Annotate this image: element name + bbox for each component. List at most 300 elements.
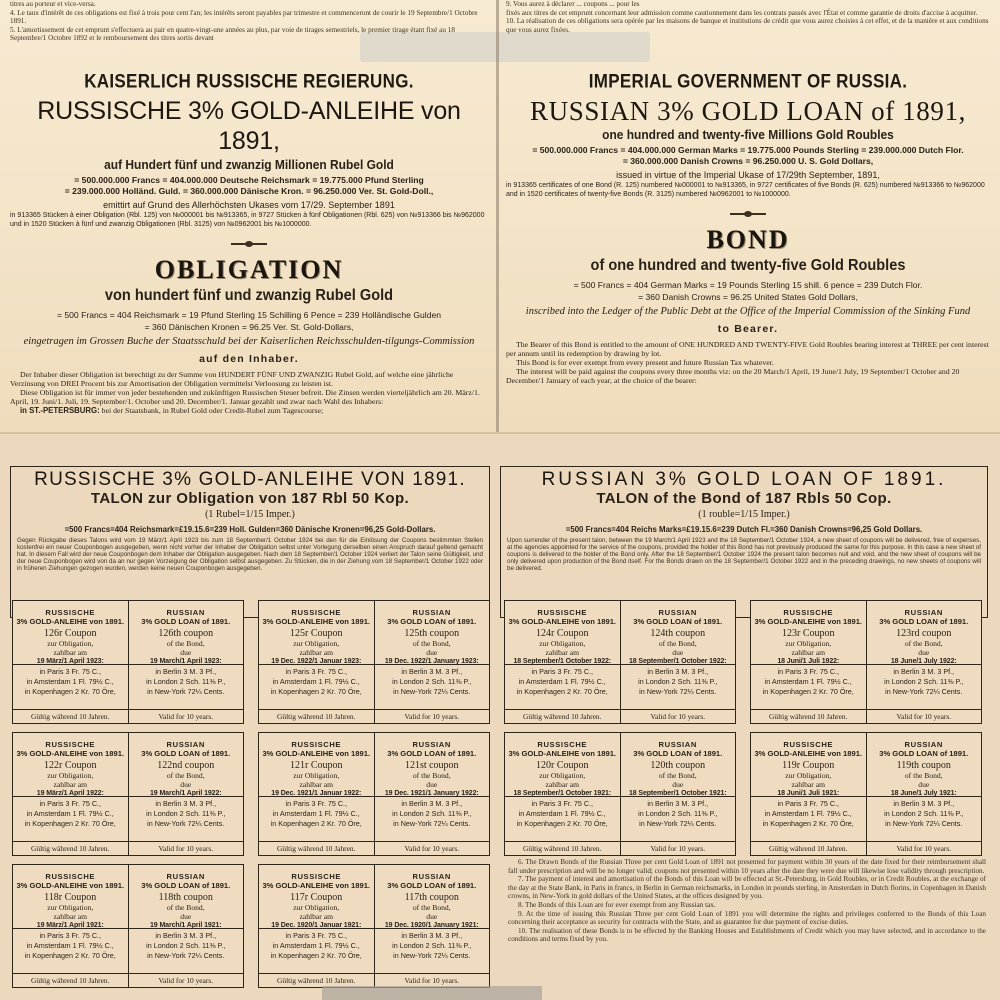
bond-certificate: [0, 0, 1000, 432]
coupon-loan: 3% GOLD-ANLEIHE von 1891.: [754, 617, 863, 626]
coupon-due-date: 19 March/1 April 1923:: [150, 658, 222, 665]
coupon-text: zahlbar am: [53, 912, 88, 921]
coupon-text: zur Obligation,: [293, 639, 340, 648]
coupon-validity: [505, 841, 735, 855]
validity-english: Valid for 10 years.: [158, 712, 214, 721]
validity-german: Gültig während 10 Jahren.: [259, 842, 375, 855]
validity-english: Valid for 10 years.: [404, 844, 460, 853]
coupon-text: of the Bond,: [166, 639, 205, 648]
coupon-due-date: 18 September/1 October 1922:: [628, 658, 727, 665]
validity-english: Valid for 10 years.: [650, 844, 706, 853]
coupon: [750, 600, 982, 724]
terms-paragraph: The interest will be paid against the coupons every three months viz: on the 20 March/1 April, 19 June/1 July, 19 September/1 October and 20 December/1 January of each year, at the choice of the bearer:: [506, 367, 960, 386]
footnote: 6. The Drawn Bonds of the Russian Three per cent Gold Loan of 1891 not presented for payment within 30 years of the date fixed for their reimbursement shall fall under prescription and will be no longer valid; coupons not presented within 10 years after the date they were due will likewise lose validity through prescription.: [508, 858, 986, 875]
payment-kopenhagen: in Kopenhagen 2 Kr. 70 Öre,: [762, 687, 854, 696]
inscription-note: inscribed into the Ledger of the Public Debt at the Office of the Imperial Commission of the Sinking Fund: [525, 306, 971, 317]
coupon-text: due: [180, 648, 192, 657]
coupon-loan: 3% GOLD-ANLEIHE von 1891.: [262, 749, 371, 758]
coupon-text: of the Bond,: [412, 771, 451, 780]
payment-paris: in Paris 3 Fr. 75 C.,: [531, 799, 593, 808]
coupon-text: of the Bond,: [166, 903, 205, 912]
coupon-due-date: 19 März/1 April 1921:: [36, 922, 104, 929]
column-divider: [496, 0, 499, 432]
coupon-english-half: [621, 733, 736, 855]
validity-german: Gültig während 10 Jahren.: [13, 842, 129, 855]
coupon-number: 119th coupon: [896, 760, 951, 771]
coupon-german-half: [751, 733, 867, 855]
payment-paris: in Paris 3 Fr. 75 C.,: [777, 799, 839, 808]
coupon-text: zahlbar am: [791, 780, 826, 789]
coupon-due-date: 18 June/1 July 1922:: [890, 658, 957, 665]
coupon-heading: RUSSIAN: [658, 740, 697, 749]
coupon: [12, 732, 244, 856]
coupon-text: zahlbar am: [791, 648, 826, 657]
coupon-heading: RUSSISCHE: [783, 740, 834, 749]
coupon-due-date: 19 Dec. 1920/1 January 1921:: [384, 922, 479, 929]
coupon-german-half: [259, 733, 375, 855]
payment-left: [505, 797, 621, 829]
document-kind: OBLIGATION: [154, 255, 344, 284]
validity-german: Gültig während 10 Jahren.: [751, 842, 867, 855]
fine-print-line: 5. L'amortissement de cet emprunt s'effectuera au pair en quatre-vingt-une années au plus, par voie de tirages semestriels, le premier tirage étant fixé au 18 Septembre/1 Octobre 1892 et le remboursement des titres sortis devant: [10, 25, 455, 43]
coupon-english-half: [375, 733, 490, 855]
validity-english: Valid for 10 years.: [158, 976, 214, 985]
talon-german: [10, 466, 490, 618]
coupon-heading: RUSSISCHE: [537, 608, 588, 617]
payment-london: in London 2 Sch. 11⅜ P.,: [146, 941, 226, 950]
payment-newyork: in New-York 72¼ Cents.: [393, 819, 471, 828]
coupon: [258, 732, 490, 856]
payment-newyork: in New-York 72¼ Cents.: [147, 687, 225, 696]
coupon-text: zur Obligation,: [47, 771, 94, 780]
coupon-validity: [751, 709, 981, 723]
par-value-line: = 239.000.000 Holländ. Guld. = 360.000.000 Dänische Kron. = 96.250.000 Ver. St. Gold-Doll.,: [64, 186, 434, 196]
coupon-text: zur Obligation,: [785, 639, 832, 648]
coupon-text: due: [918, 648, 930, 657]
coupon-text: zur Obligation,: [539, 639, 586, 648]
payment-kopenhagen: in Kopenhagen 2 Kr. 70 Öre,: [762, 819, 854, 828]
payment-berlin: in Berlin 3 M. 3 Pf.,: [155, 667, 217, 676]
coupon-german-half: [505, 601, 621, 723]
validity-english: Valid for 10 years.: [404, 976, 460, 985]
payment-kopenhagen: in Kopenhagen 2 Kr. 70 Öre,: [270, 951, 362, 960]
coupon-heading: RUSSIAN: [658, 608, 697, 617]
coupon-number: 125th coupon: [404, 628, 460, 639]
coupon-due-date: 19 Dec. 1921/1 Januar 1922:: [271, 790, 362, 797]
coupon-payment-table: [259, 664, 489, 697]
coupon-german-half: [751, 601, 867, 723]
talon-rate: (1 rouble=1/15 Imper.): [698, 509, 790, 520]
coupon-loan: 3% GOLD LOAN of 1891.: [879, 749, 969, 758]
coupon-english-half: [375, 601, 490, 723]
torn-coupon-stub: [322, 986, 542, 1000]
payment-left: [259, 797, 375, 829]
payment-london: in London 2 Sch. 11⅜ P.,: [392, 677, 472, 686]
coupon-loan: 3% GOLD-ANLEIHE von 1891.: [262, 881, 371, 890]
loan-title: RUSSISCHE 3% GOLD-ANLEIHE von 1891,: [37, 97, 461, 155]
coupon-validity: [259, 841, 489, 855]
coupon-text: of the Bond,: [658, 771, 697, 780]
footnote: 8. The Bonds of this Loan are for ever exempt from any Russian tax.: [518, 900, 716, 909]
coupon-german-half: [259, 601, 375, 723]
par-value-line: = 500.000.000 Francs = 404.000.000 Deutsche Reichsmark = 19.775.000 Pfund Sterling: [74, 175, 424, 185]
bond-terms: [504, 340, 992, 386]
document-subtitle: of one hundred and twenty-five Gold Roubles: [590, 257, 906, 274]
validity-english: Valid for 10 years.: [896, 712, 952, 721]
coupon: [750, 732, 982, 856]
coupon-heading: RUSSISCHE: [45, 872, 96, 881]
coupon-validity: [505, 709, 735, 723]
coupon-validity: [13, 709, 243, 723]
coupon-due-date: 18 June/1 July 1921:: [890, 790, 957, 797]
coupon-due-date: 19 Dec. 1920/1 Januar 1921:: [271, 922, 362, 929]
coupon-payment-table: [259, 928, 489, 961]
document-kind: BOND: [706, 225, 790, 254]
government-title: IMPERIAL GOVERNMENT OF RUSSIA.: [588, 70, 908, 93]
fine-print-line: 9. Vous aurez à déclarer ... coupons ... pour les: [506, 0, 640, 8]
payment-left: [259, 929, 375, 961]
footnote: 10. The realisation of these Bonds is to be effected by the Banking Houses and Establishments of Credit which you may have selected, and in accordance to the conditions and terms fixed by you.: [508, 926, 986, 944]
coupon-number: 119r Coupon: [782, 760, 835, 771]
payment-amsterdam: in Amsterdam 1 Fl. 79½ C.,: [272, 809, 360, 818]
payment-berlin: in Berlin 3 M. 3 Pf.,: [155, 931, 217, 940]
fine-print-line: titres au porteur et vice-versa.: [10, 0, 96, 8]
payment-berlin: in Berlin 3 M. 3 Pf.,: [401, 667, 463, 676]
payment-berlin: in Berlin 3 M. 3 Pf.,: [401, 799, 463, 808]
payment-kopenhagen: in Kopenhagen 2 Kr. 70 Öre,: [516, 687, 608, 696]
payment-london: in London 2 Sch. 11⅜ P.,: [392, 941, 472, 950]
coupon-heading: RUSSISCHE: [291, 872, 342, 881]
validity-english: Valid for 10 years.: [158, 844, 214, 853]
coupon-due-date: 18 September/1 October 1922:: [513, 658, 612, 665]
coupon: [12, 600, 244, 724]
payment-left: [751, 665, 867, 697]
coupon-due-date: 19 March/1 April 1921:: [150, 922, 222, 929]
document-subtitle: von hundert fünf und zwanzig Rubel Gold: [104, 287, 394, 304]
coupon-number: 124r Coupon: [536, 628, 589, 639]
coupon-number: 126r Coupon: [44, 628, 97, 639]
coupon: [258, 600, 490, 724]
validity-german: Gültig während 10 Jahren.: [505, 842, 621, 855]
coupon-text: zahlbar am: [53, 648, 88, 657]
coupon-heading: RUSSISCHE: [291, 740, 342, 749]
coupon-heading: RUSSIAN: [904, 740, 943, 749]
coupon-due-date: 18 Juni/1 Juli 1922:: [777, 658, 840, 665]
coupon-text: due: [180, 780, 192, 789]
payment-kopenhagen: in Kopenhagen 2 Kr. 70 Öre,: [270, 819, 362, 828]
coupon-heading: RUSSISCHE: [45, 740, 96, 749]
payment-london: in London 2 Sch. 11⅜ P.,: [638, 809, 718, 818]
coupon-heading: RUSSISCHE: [291, 608, 342, 617]
payment-paris: in Paris 3 Fr. 75 C.,: [39, 667, 101, 676]
payment-london: in London 2 Sch. 11⅜ P.,: [146, 677, 226, 686]
coupon-heading: RUSSIAN: [166, 608, 205, 617]
payment-right: [375, 665, 490, 697]
coupon-text: zur Obligation,: [293, 903, 340, 912]
coupon-text: due: [918, 780, 930, 789]
ornament-divider: [231, 241, 267, 247]
payment-london: in London 2 Sch. 11⅜ P.,: [392, 809, 472, 818]
payment-kopenhagen: in Kopenhagen 2 Kr. 70 Öre,: [516, 819, 608, 828]
coupon-payment-table: [505, 664, 735, 697]
terms-paragraph: This Bond is for ever exempt from every present and future Russian Tax whatever.: [516, 357, 774, 367]
coupon-due-date: 18 Juni/1 Juli 1921:: [777, 790, 840, 797]
english-column: [504, 0, 992, 432]
coupon-german-half: [13, 865, 129, 987]
coupon-loan: 3% GOLD LOAN of 1891.: [387, 749, 477, 758]
coupon-loan: 3% GOLD-ANLEIHE von 1891.: [262, 617, 371, 626]
coupon-due-date: 19 Dec. 1921/1 January 1922:: [384, 790, 479, 797]
coupon-loan: 3% GOLD LOAN of 1891.: [879, 617, 969, 626]
coupon-text: of the Bond,: [412, 903, 451, 912]
validity-german: Gültig während 10 Jahren.: [259, 710, 375, 723]
coupon-text: zahlbar am: [545, 780, 580, 789]
payment-berlin: in Berlin 3 M. 3 Pf.,: [647, 667, 709, 676]
payment-london: in London 2 Sch. 11⅜ P.,: [884, 677, 964, 686]
payment-berlin: in Berlin 3 M. 3 Pf.,: [155, 799, 217, 808]
document-par-value: = 500 Francs = 404 German Marks = 19 Pounds Sterling 15 shill. 6 pence = 239 Dutch Flor.: [573, 280, 923, 290]
coupon-number: 118th coupon: [158, 892, 213, 903]
talon-loan-title: RUSSISCHE 3% GOLD-ANLEIHE VON 1891.: [34, 469, 466, 490]
coupon-text: of the Bond,: [166, 771, 205, 780]
payment-amsterdam: in Amsterdam 1 Fl. 79½ C.,: [26, 677, 114, 686]
coupon-payment-table: [751, 664, 981, 697]
payment-right: [867, 665, 982, 697]
payment-right: [375, 929, 490, 961]
validity-german: Gültig während 10 Jahren.: [751, 710, 867, 723]
par-value-line: = 360.000.000 Danish Crowns = 96.250.000 U. S. Gold Dollars,: [622, 156, 874, 166]
payment-amsterdam: in Amsterdam 1 Fl. 79½ C.,: [26, 941, 114, 950]
talon-loan-title: RUSSIAN 3% GOLD LOAN OF 1891.: [541, 469, 947, 490]
validity-german: Gültig während 10 Jahren.: [13, 710, 129, 723]
payment-amsterdam: in Amsterdam 1 Fl. 79½ C.,: [26, 809, 114, 818]
payment-right: [621, 665, 736, 697]
terms-paragraph: [10, 406, 488, 415]
coupon-number: 121r Coupon: [290, 760, 343, 771]
issue-decree: issued in virtue of the Imperial Ukase of 17/29th September, 1891,: [616, 170, 880, 180]
talon-english: [500, 466, 988, 618]
loan-subtitle: one hundred and twenty-five Millions Gold Roubles: [602, 127, 894, 142]
coupon: [12, 864, 244, 988]
coupon-number: 121st coupon: [404, 760, 459, 771]
coupon-loan: 3% GOLD-ANLEIHE von 1891.: [508, 617, 617, 626]
bond-terms: [8, 370, 490, 416]
coupon-text: zur Obligation,: [785, 771, 832, 780]
terms-paragraph: Der Inhaber dieser Obligation ist berechtigt zu der Summe von HUNDERT FÜNF UND ZWANZIG Rubel Gold, auf welche eine jährliche Verzinsung von DREI Procent bis zur Amortisation der Obligation vermittelst Verloosung zu leisten ist.: [10, 369, 454, 388]
coupon-number: 123rd coupon: [896, 628, 952, 639]
inscription-note: eingetragen im Grossen Buche der Staatsschuld bei der Kaiserlichen Reichsschulden-tilgungs-Commission: [23, 336, 475, 347]
coupon-loan: 3% GOLD LOAN of 1891.: [633, 617, 723, 626]
payment-paris: in Paris 3 Fr. 75 C.,: [39, 799, 101, 808]
coupon-payment-table: [13, 796, 243, 829]
footnote: 9. At the time of issuing this Russian Three per cent Gold Loan of 1891 you will determine the rights and privileges conferred to the Bonds of this Loan concerning their acceptance as security for contracts with the State, and as guarantee for due payment of excise duties.: [508, 909, 986, 927]
payment-newyork: in New-York 72¼ Cents.: [639, 819, 717, 828]
payment-newyork: in New-York 72¼ Cents.: [393, 687, 471, 696]
coupon-german-half: [13, 601, 129, 723]
coupon-heading: RUSSISCHE: [537, 740, 588, 749]
payment-right: [867, 797, 982, 829]
validity-german: Gültig während 10 Jahren.: [505, 710, 621, 723]
talon-title: TALON of the Bond of 187 Rbls 50 Cop.: [596, 490, 892, 507]
coupon-heading: RUSSISCHE: [783, 608, 834, 617]
payment-right: [129, 797, 244, 829]
coupon: [504, 732, 736, 856]
coupon-loan: 3% GOLD LOAN of 1891.: [633, 749, 723, 758]
coupon-text: of the Bond,: [658, 639, 697, 648]
coupon-number: 125r Coupon: [290, 628, 343, 639]
payment-amsterdam: in Amsterdam 1 Fl. 79½ C.,: [272, 677, 360, 686]
coupon-due-date: 19 März/1 April 1922:: [36, 790, 104, 797]
payment-amsterdam: in Amsterdam 1 Fl. 79½ C.,: [764, 677, 852, 686]
document-par-value: = 500 Francs = 404 Reichsmark = 19 Pfund Sterling 15 Schilling 6 Pence = 239 Holländische Gulden: [56, 310, 442, 320]
payment-newyork: in New-York 72¼ Cents.: [885, 819, 963, 828]
coupon-due-date: 18 September/1 October 1921:: [628, 790, 727, 797]
footnote: 7. The payment of interest and amortisation of the Bonds of this Loan will be effected at St.-Petersburg, in Gold Roubles, or in Credit Roubles, at the exchange of the day at the State Bank, in Paris in francs, in Berlin in German reichsmarks, in London in pounds sterling, in Amsterdam in Dutch florins, in Copenhagen in Danish crowns, in New-York in gold dollars of the United States, at the offices designed by you.: [508, 875, 986, 901]
par-value-line: = 500.000.000 Francs = 404.000.000 German Marks = 19.775.000 Pounds Sterling = 239.000.000 Dutch Flor.: [532, 145, 964, 155]
coupon-loan: 3% GOLD-ANLEIHE von 1891.: [16, 617, 125, 626]
coupon-text: of the Bond,: [904, 771, 943, 780]
payment-berlin: in Berlin 3 M. 3 Pf.,: [401, 931, 463, 940]
coupon-text: zur Obligation,: [47, 903, 94, 912]
payment-amsterdam: in Amsterdam 1 Fl. 79½ C.,: [518, 809, 606, 818]
coupon-loan: 3% GOLD-ANLEIHE von 1891.: [754, 749, 863, 758]
coupon-text: zahlbar am: [299, 648, 334, 657]
coupon-validity: [259, 709, 489, 723]
terms-paragraph: The Bearer of this Bond is entitled to the amount of ONE HUNDRED AND TWENTY-FIVE Gold Roubles bearing interest at THREE per cent interest per annum until its redemption by drawing by lot.: [506, 339, 989, 358]
fine-print-top-de: [8, 0, 490, 43]
coupon-heading: RUSSIAN: [412, 608, 451, 617]
issue-decree: emittirt auf Grund des Allerhöchsten Ukases vom 17/29. September 1891: [103, 200, 395, 210]
payment-paris: in Paris 3 Fr. 75 C.,: [531, 667, 593, 676]
terms-paragraph: Diese Obligation ist für immer von jeder bestehenden und zukünftigen Russischen Steuer befreit. Die Zinsen werden vierteljährlich am 20. März/1. April, 19. Juni/1. Juli, 19. September/1. October und 20. December/1. Januar gezahlt und zwar nach Wahl des Inhabers:: [10, 387, 480, 407]
coupon-english-half: [621, 601, 736, 723]
payment-amsterdam: in Amsterdam 1 Fl. 79½ C.,: [518, 677, 606, 686]
coupon-text: due: [426, 912, 438, 921]
payment-right: [621, 797, 736, 829]
coupon-sheet: [0, 432, 1000, 1000]
validity-english: Valid for 10 years.: [896, 844, 952, 853]
payment-right: [129, 929, 244, 961]
fine-print-top-en: [504, 0, 992, 36]
payment-london: in London 2 Sch. 11⅜ P.,: [884, 809, 964, 818]
coupon-number: 120r Coupon: [536, 760, 589, 771]
payment-left: [505, 665, 621, 697]
payment-kopenhagen: in Kopenhagen 2 Kr. 70 Öre,: [24, 687, 116, 696]
payment-paris: in Paris 3 Fr. 75 C.,: [285, 799, 347, 808]
payment-kopenhagen: in Kopenhagen 2 Kr. 70 Öre,: [24, 951, 116, 960]
coupon-text: zur Obligation,: [47, 639, 94, 648]
certificate-numbers: in 913365 certificates of one Bond (R. 125) numbered №000001 to №913365, in 9727 certificates of five Bonds (R. 625) numbered №913366 to №962000 and in 1520 certificates of twenty-five Bonds (R. 3125) numbered №0962001 to №1000000.: [506, 182, 985, 198]
payment-right: [375, 797, 490, 829]
coupon-text: due: [672, 780, 684, 789]
coupon-number: 118r Coupon: [44, 892, 97, 903]
document-par-value: = 360 Danish Crowns = 96.25 United States Gold Dollars,: [638, 292, 858, 302]
payment-berlin: in Berlin 3 M. 3 Pf.,: [647, 799, 709, 808]
coupon-german-half: [13, 733, 129, 855]
coupon-loan: 3% GOLD-ANLEIHE von 1891.: [508, 749, 617, 758]
loan-title: RUSSIAN 3% GOLD LOAN of 1891,: [530, 96, 966, 126]
coupon-text: of the Bond,: [412, 639, 451, 648]
coupon-text: zur Obligation,: [539, 771, 586, 780]
payment-place: in ST.-PETERSBURG:: [20, 406, 100, 416]
coupon-number: 120th coupon: [650, 760, 706, 771]
loan-subtitle: auf Hundert fünf und zwanzig Millionen Rubel Gold: [104, 157, 394, 172]
coupon-heading: RUSSIAN: [412, 740, 451, 749]
coupon-payment-table: [259, 796, 489, 829]
payment-left: [13, 797, 129, 829]
payment-newyork: in New-York 72¼ Cents.: [885, 687, 963, 696]
payment-amsterdam: in Amsterdam 1 Fl. 79½ C.,: [764, 809, 852, 818]
coupon-german-half: [259, 865, 375, 987]
coupon-payment-table: [13, 928, 243, 961]
payment-paris: in Paris 3 Fr. 75 C.,: [777, 667, 839, 676]
coupon-number: 124th coupon: [650, 628, 706, 639]
coupon-text: due: [180, 912, 192, 921]
coupon-heading: RUSSISCHE: [45, 608, 96, 617]
coupon-loan: 3% GOLD LOAN of 1891.: [387, 617, 477, 626]
document-par-value: = 360 Dänischen Kronen = 96.25 Ver. St. Gold-Dollars,: [144, 322, 354, 332]
payment-newyork: in New-York 72¼ Cents.: [147, 951, 225, 960]
coupon-number: 117th coupon: [404, 892, 459, 903]
coupon-text: due: [426, 780, 438, 789]
government-title: KAISERLICH RUSSISCHE REGIERUNG.: [84, 70, 414, 93]
payment-kopenhagen: in Kopenhagen 2 Kr. 70 Öre,: [24, 819, 116, 828]
coupon-number: 123r Coupon: [782, 628, 835, 639]
coupon-english-half: [129, 733, 244, 855]
coupon-english-half: [129, 601, 244, 723]
coupon-loan: 3% GOLD-ANLEIHE von 1891.: [16, 749, 125, 758]
payment-kopenhagen: in Kopenhagen 2 Kr. 70 Öre,: [270, 687, 362, 696]
coupon-text: zur Obligation,: [293, 771, 340, 780]
payment-left: [13, 929, 129, 961]
payment-newyork: in New-York 72¼ Cents.: [639, 687, 717, 696]
validity-english: Valid for 10 years.: [650, 712, 706, 721]
talon-par-value: =500 Francs=404 Reichsmark=£19.15.6=239 Holl. Gulden=360 Dänische Kronen=96,25 Gold-Dollars.: [64, 525, 436, 534]
coupon-text: zahlbar am: [53, 780, 88, 789]
coupon-loan: 3% GOLD LOAN of 1891.: [387, 881, 477, 890]
coupon-german-half: [505, 733, 621, 855]
talon-title: TALON zur Obligation von 187 Rbl 50 Kop.: [90, 490, 410, 507]
payment-amsterdam: in Amsterdam 1 Fl. 79½ C.,: [272, 941, 360, 950]
payment-newyork: in New-York 72¼ Cents.: [393, 951, 471, 960]
ornament-divider: [730, 211, 766, 217]
validity-german: Gültig während 10 Jahren.: [13, 974, 129, 987]
payment-london: in London 2 Sch. 11⅜ P.,: [146, 809, 226, 818]
payment-paris: in Paris 3 Fr. 75 C.,: [285, 667, 347, 676]
fine-print-line: 4. Le taux d'intérêt de ces obligations est fixé à trois pour cent l'an; les intérêts seront payables par trimestre et commenceront de courir le 19 Septembre/1 Octobre 1891.: [10, 8, 478, 26]
coupon-payment-table: [751, 796, 981, 829]
coupon-number: 122r Coupon: [44, 760, 97, 771]
payment-right: [129, 665, 244, 697]
coupon-text: zahlbar am: [299, 912, 334, 921]
coupon-due-date: 19 März/1 April 1923:: [36, 658, 104, 665]
coupon-loan: 3% GOLD LOAN of 1891.: [141, 617, 231, 626]
talon-terms: Gegen Rückgabe dieses Talons wird vom 19 März/1 April 1923 bis zum 18 September/1 October 1924 bei den für die Einlösung der Coupons bestimmten Stellen kostenfrei ein neuer Couponbogen ausgegeben, wenn nicht vorher der Inhaber der Obligation selbst unter Vorlegung derselben einen Anspruch darauf geltend gemacht hat. In diesem Fall wird der neue Couponbogen dem Inhaber der Obligation ausgegeben. Nach dem 18 September/1 October 1924 verliert der Talon seine Gültigkeit, und der neue Couponbogen wird von da an nur gegen Vorzeigung der Obligation selbst ausgegeben. Zu Stücken, die in der Ziehung vom 18 September/1 October 1922 oder in früheren Ziehungen gezogen wurden, werden keine neuen Couponbogen ausgegeben.: [17, 537, 483, 572]
payment-left: [13, 665, 129, 697]
payment-newyork: in New-York 72¼ Cents.: [147, 819, 225, 828]
payment-paris: in Paris 3 Fr. 75 C.,: [39, 931, 101, 940]
coupon-validity: [751, 841, 981, 855]
payment-berlin: in Berlin 3 M. 3 Pf.,: [893, 799, 955, 808]
german-column: [8, 0, 490, 432]
talon-par-value: =500 Francs=404 Reichs Marks=£19.15.6=239 Dutch Fl.=360 Danish Crowns=96,25 Gold Dollars.: [565, 525, 923, 534]
payment-london: in London 2 Sch. 11⅜ P.,: [638, 677, 718, 686]
coupon-heading: RUSSIAN: [166, 872, 205, 881]
validity-german: Gültig während 10 Jahren.: [259, 974, 375, 987]
payment-berlin: in Berlin 3 M. 3 Pf.,: [893, 667, 955, 676]
bearer-label: auf den Inhaber.: [199, 352, 299, 365]
coupon-due-date: 19 Dec. 1922/1 Januar 1923:: [271, 658, 362, 665]
